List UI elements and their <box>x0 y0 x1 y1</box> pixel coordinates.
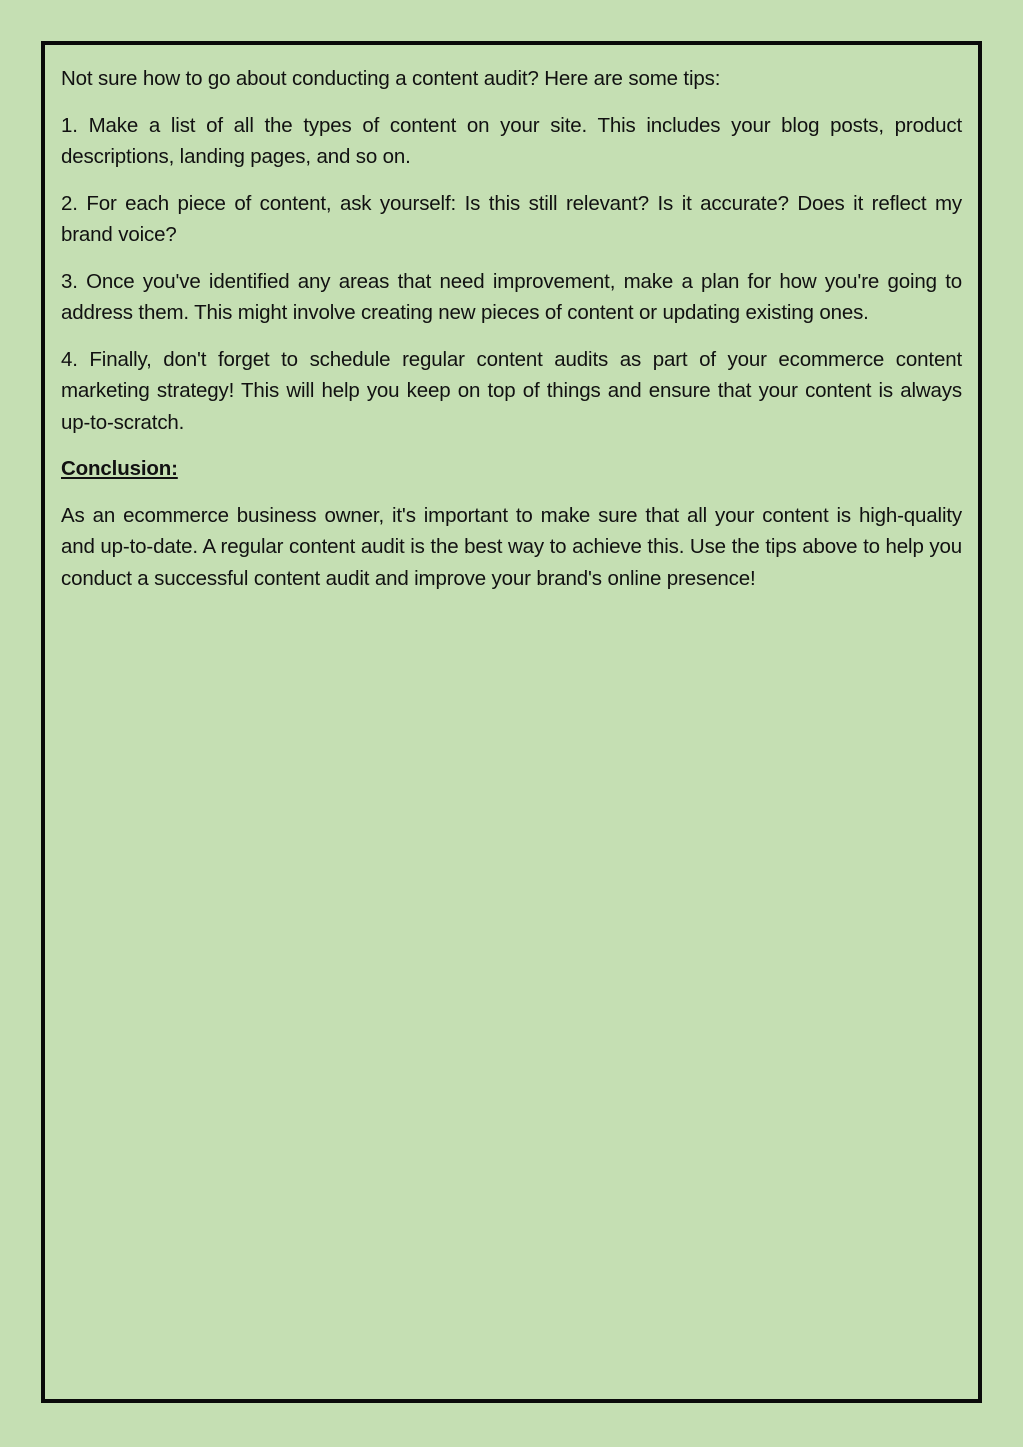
document-content <box>61 63 962 609</box>
tip-1-paragraph: 1. Make a list of all the types of content on your site. This includes your blog posts, product descriptions, landing pages, and so on. <box>61 113 962 168</box>
page-frame <box>41 41 982 1403</box>
tip-4-paragraph: 4. Finally, don't forget to schedule regular content audits as part of your ecommerce content marketing strategy! This will help you keep on top of things and ensure that your content is always up-to-scratch. <box>61 347 962 434</box>
intro-paragraph: Not sure how to go about conducting a content audit? Here are some tips: <box>61 67 721 90</box>
tip-3-paragraph: 3. Once you've identified any areas that need improvement, make a plan for how you're going to address them. This might involve creating new pieces of content or updating existing ones. <box>61 269 962 324</box>
tip-2-paragraph: 2. For each piece of content, ask yourself: Is this still relevant? Is it accurate? Does it reflect my brand voice? <box>61 191 962 246</box>
conclusion-paragraph: As an ecommerce business owner, it's important to make sure that all your content is high-quality and up-to-date. A regular content audit is the best way to achieve this. Use the tips above to help you conduct a successful content audit and improve your brand's online presence! <box>61 503 962 590</box>
conclusion-heading: Conclusion: <box>61 457 178 480</box>
